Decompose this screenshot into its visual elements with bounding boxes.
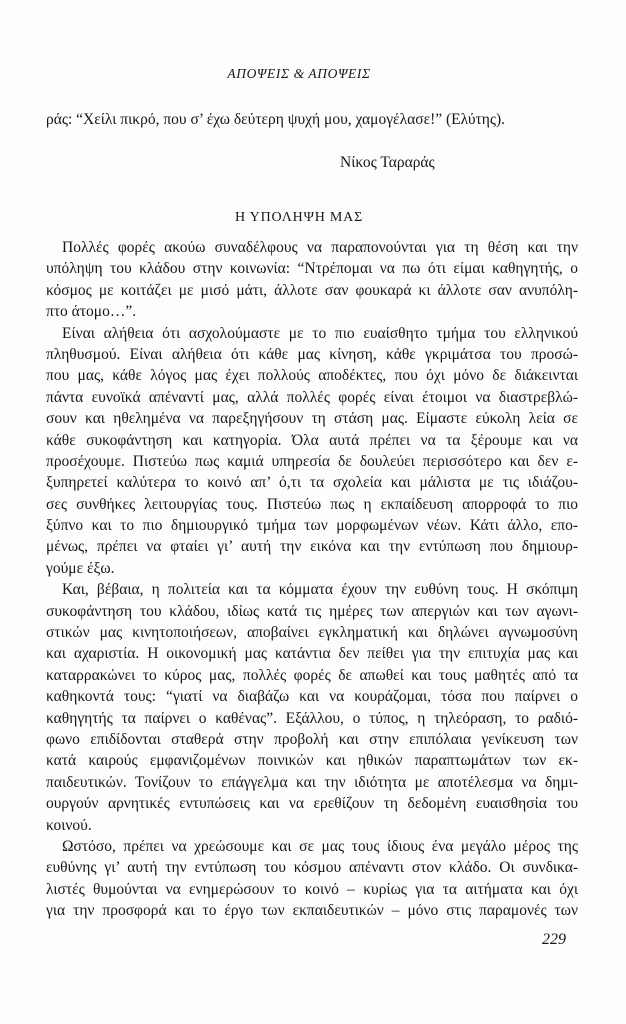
text-line: ευθύνης γι’ αυτή την εντύπωση του κόσμου απέναντι στον κλάδο. Οι συνδικα- bbox=[46, 859, 578, 877]
text-line: πληθυσμού. Είναι αλήθεια ότι κάθε μας κίνηση, κάθε γκριμάτσα του προσώ- bbox=[46, 345, 578, 363]
text-line: μένως, πρέπει να φταίει γι’ αυτή την εικόνα και την εντύπωση που δημιουρ- bbox=[46, 538, 578, 556]
text-line: πτο άτομο…”. bbox=[46, 303, 137, 321]
text-line: συκοφάντηση του κλάδου, ιδίως κατά τις ημέρες των απεργιών και των αγωνι- bbox=[46, 602, 578, 620]
text-line: κόσμος με κοιτάζει με μισό μάτι, άλλοτε σαν φουκαρά κι άλλοτε σαν ανυπόλη- bbox=[46, 281, 578, 299]
text-line: στικών μας κινητοποιήσεων, αποβαίνει εγκληματική και δηλώνει αγνωμοσύνη bbox=[46, 624, 578, 642]
text-line: για την προσφορά και το έργο των εκπαιδευτικών – μόνο στις παραμονές των bbox=[46, 902, 578, 920]
text-line: σες συνθήκες λειτουργίας τους. Πιστεύω πως η εκπαίδευση απορροφά το πιο bbox=[46, 495, 578, 513]
text-line: κατά καιρούς εμφανιζομένων ποινικών και ηθικών παραπτωμάτων των εκ- bbox=[46, 752, 578, 770]
article-body bbox=[46, 237, 578, 922]
text-line: πάντα ευνοϊκά απέναντί μας, αλλά πολλές φορές είναι έτοιμοι να διαστρεβλώ- bbox=[46, 388, 578, 406]
text-line: που μας, κάθε λόγος μας έχει πολλούς αποδέκτες, που όχι μόνο δε διάκεινται bbox=[46, 367, 578, 385]
text-line: παιδευτικών. Τονίζουν το επάγγελμα και την ιδιότητα με αποτέλεσμα να δημι- bbox=[46, 773, 578, 791]
paragraph bbox=[46, 579, 578, 836]
text-line: λιστές θυμούνται να ενημερώσουν το κοινό – κυρίως για τα αιτήματα και όχι bbox=[46, 880, 578, 898]
text-line: και αχαριστία. Η οικονομική μας κατάντια δεν πείθει για την επιτυχία μας και bbox=[46, 645, 578, 663]
paragraph bbox=[46, 836, 578, 922]
text-line: καταρρακώνει το κύρος μας, πολλές φορές δε απωθεί και τους μαθητές από τα bbox=[46, 666, 578, 684]
paragraph bbox=[46, 323, 578, 580]
text-line: προσέχουμε. Πιστεύω πως καμιά υπηρεσία δε δουλεύει περισσότερο και δεν ε- bbox=[46, 452, 578, 470]
text-line: ξύπνο και το πιο δημιουργικό τμήμα των μορφωμένων νέων. Κάτι άλλο, επο- bbox=[46, 517, 578, 535]
paragraph bbox=[46, 237, 578, 323]
text-line: καθηγητής τα παίρνει ο καθένας”. Εξάλλου, ο τύπος, η τηλεόραση, το ραδιό- bbox=[46, 709, 578, 727]
text-line: φωνο επιδίδονται σταθερά στην προβολή και στην επιπόλαια γενίκευση των bbox=[46, 730, 578, 748]
text-line: γούμε έξω. bbox=[46, 559, 115, 577]
text-line: Ωστόσο, πρέπει να χρεώσουμε και σε μας τους ίδιους ένα μεγάλο μέρος της bbox=[62, 837, 578, 855]
text-line: ξυπηρετεί καλύτερα το κοινό απ’ ό,τι τα σχολεία και μάλιστα με τις ιδιάζου- bbox=[46, 474, 578, 492]
article-title: Η ΥΠΟΛΗΨΗ ΜΑΣ bbox=[234, 210, 364, 225]
previous-article-closing-line: ράς: “Χείλι πικρό, που σ’ έχω δεύτερη ψυχή μου, χαμογέλασε!” (Ελύτης). bbox=[46, 111, 506, 128]
text-line: σουν και ηθελημένα να παρεξηγήσουν τη στάση μας. Είμαστε εύκολη λεία σε bbox=[46, 410, 578, 428]
page-number: 229 bbox=[542, 931, 566, 948]
text-line: κοινού. bbox=[46, 816, 92, 834]
author-signature: Νίκος Ταραράς bbox=[340, 154, 435, 171]
text-line: υπόληψη του κλάδου στην κοινωνία: “Ντρέπομαι να πω ότι είμαι καθηγητής, ο bbox=[46, 260, 578, 278]
text-line: καθηκοντά τους: “γιατί να διαβάζω και να κουράζομαι, τόσα που παίρνει ο bbox=[46, 688, 578, 706]
text-line: Και, βέβαια, η πολιτεία και τα κόμματα έχουν την ευθύνη τους. Η σκόπιμη bbox=[62, 581, 578, 599]
text-line: κάθε συκοφάντηση και κατηγορία. Όλα αυτά πρέπει να τα ξέρουμε και να bbox=[46, 431, 578, 449]
text-line: Πολλές φορές ακούω συναδέλφους να παραπονούνται για τη θέση και την bbox=[62, 239, 578, 256]
text-line: Είναι αλήθεια ότι ασχολούμαστε με το πιο ευαίσθητο τμήμα του ελληνικού bbox=[62, 324, 578, 342]
text-line: ουργούν αρνητικές εντυπώσεις και να ερεθίζουν τη δεδομένη ευαισθησία του bbox=[46, 795, 578, 813]
running-header: ΑΠΟΨΕΙΣ & ΑΠΟΨΕΙΣ bbox=[227, 66, 371, 81]
